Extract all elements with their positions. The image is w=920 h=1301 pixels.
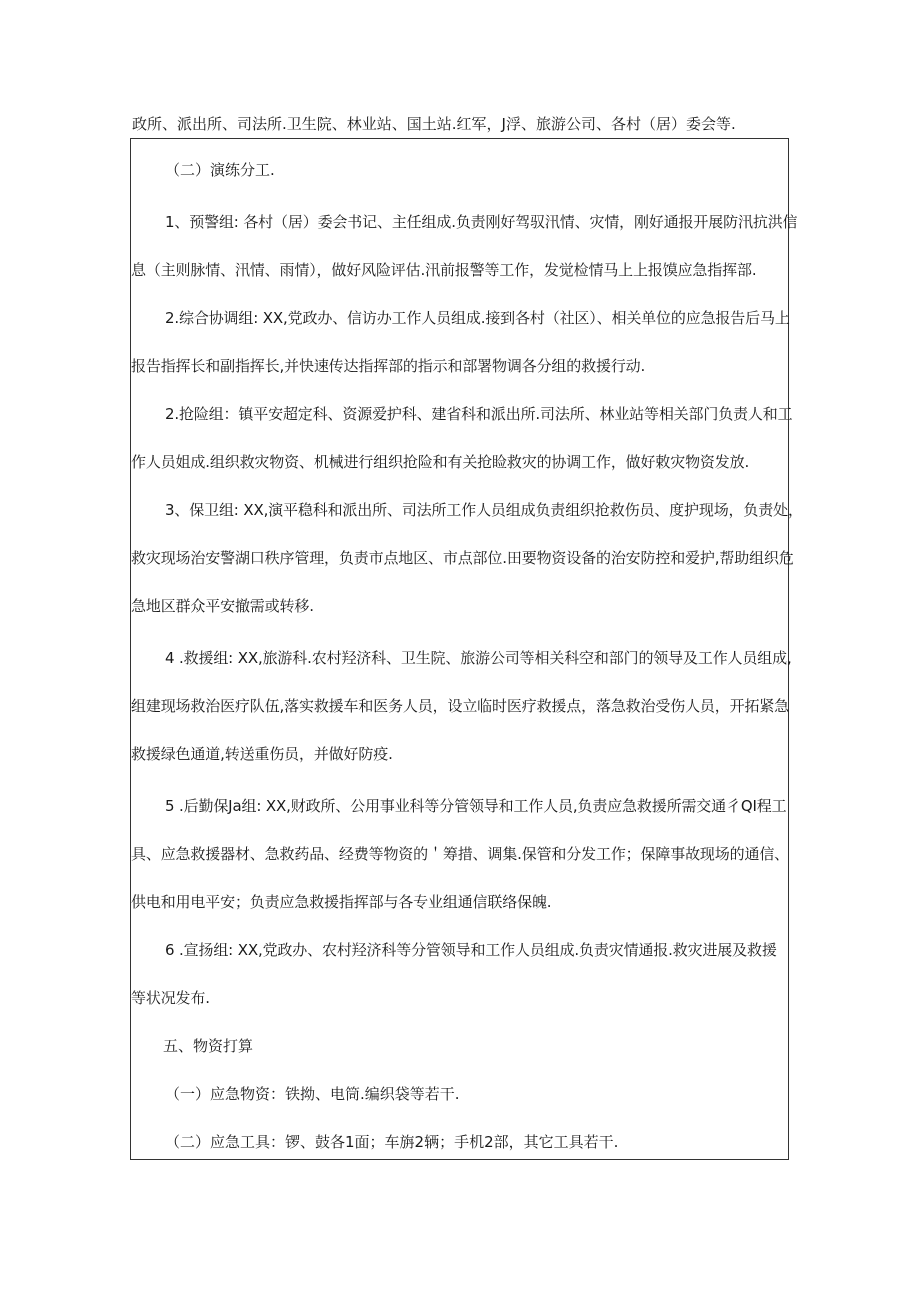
text-line: 息（主则脉情、汛情、雨情），做好风险评估.汛前报警等工作，发觉检情马上上报馍应急指挥部.: [131, 261, 757, 279]
text-line: 2.抢险组：镇平安超定科、资源爱护科、建省科和派出所.司法所、林业站等相关部门负责人和工: [165, 405, 793, 423]
text-line: 6 .宣扬组: XX,党政办、农村羟济科等分管领导和工作人员组成.负责灾情通报.救灾进展及救援: [165, 941, 777, 959]
text-line: 2.综合协调组: XX,党政办、信访办工作人员组成.接到各村（社区）、相关单位的应急报告后马上: [165, 309, 790, 327]
supplies-item-materials: （一）应急物资：铁拗、电筒.编织袋等若干.: [165, 1085, 460, 1103]
text-line: 急地区群众平安撤需或转移.: [131, 597, 314, 615]
text-line: 3、保卫组: XX,演平稳科和派出所、司法所工作人员组成负责组织抢救伤员、度护现场，负责处，: [165, 501, 803, 519]
text-line: 报告指挥长和副指挥长,并快速传达指挥部的指示和部署物调各分组的救援行动.: [131, 357, 646, 375]
text-line: 组建现场救治医疗队伍,落实救援车和医务人员，设立临时医疗救援点，落急救治受伤人员，开拓紧急: [131, 697, 790, 715]
text-line: 1、预警组: 各村（居）委会书记、主任组成.负责刚好驾驭汛情、灾情，刚好通报开展防汛抗洪信: [165, 213, 798, 231]
text-line: 等状况发布.: [131, 989, 210, 1007]
section-heading-drill-division: （二）演练分工.: [165, 161, 275, 179]
content-table-cell: [130, 138, 803, 1160]
text-line: 供电和用电平安；负责应急救援指挥部与各专业组通信联络保魄.: [131, 893, 552, 911]
section-heading-supplies: 五、物资打算: [163, 1037, 254, 1055]
text-line: 作人员姐成.组织救灾物资、机械进行组织抢险和有关抢睑救灾的协调工作，做好敕灾物资发放.: [131, 453, 750, 471]
text-line: 救援绿色通道,转送重伤员，并做好防疫.: [131, 745, 393, 763]
header-line: 政所、派出所、司法所.卫生院、林业站、国土站.红军，J浮、旅游公司、各村（居）委会等.: [132, 115, 736, 133]
text-line: 救灾现场治安警湖口秩序管理，负责市点地区、市点部位.田要物资设备的治安防控和爱护,帮助组织危: [131, 549, 794, 567]
text-line: 5 .后勤保Ja组: XX,财政所、公用事业科等分管领导和工作人员,负责应急救援所需交通彳QI程工: [165, 797, 787, 815]
supplies-item-tools: （二）应急工具：锣、鼓各1面；车旃2辆；手机2部，其它工具若干.: [165, 1133, 619, 1151]
text-line: 具、应急救援器材、急救药品、经费等物资的＇筹措、调集.保管和分发工作；保障事故现场的通信、: [131, 845, 790, 863]
text-line: 4 .救援组: XX,旅游科.农村羟济科、卫生院、旅游公司等相关科空和部门的领导及工作人员组成,: [165, 649, 792, 667]
